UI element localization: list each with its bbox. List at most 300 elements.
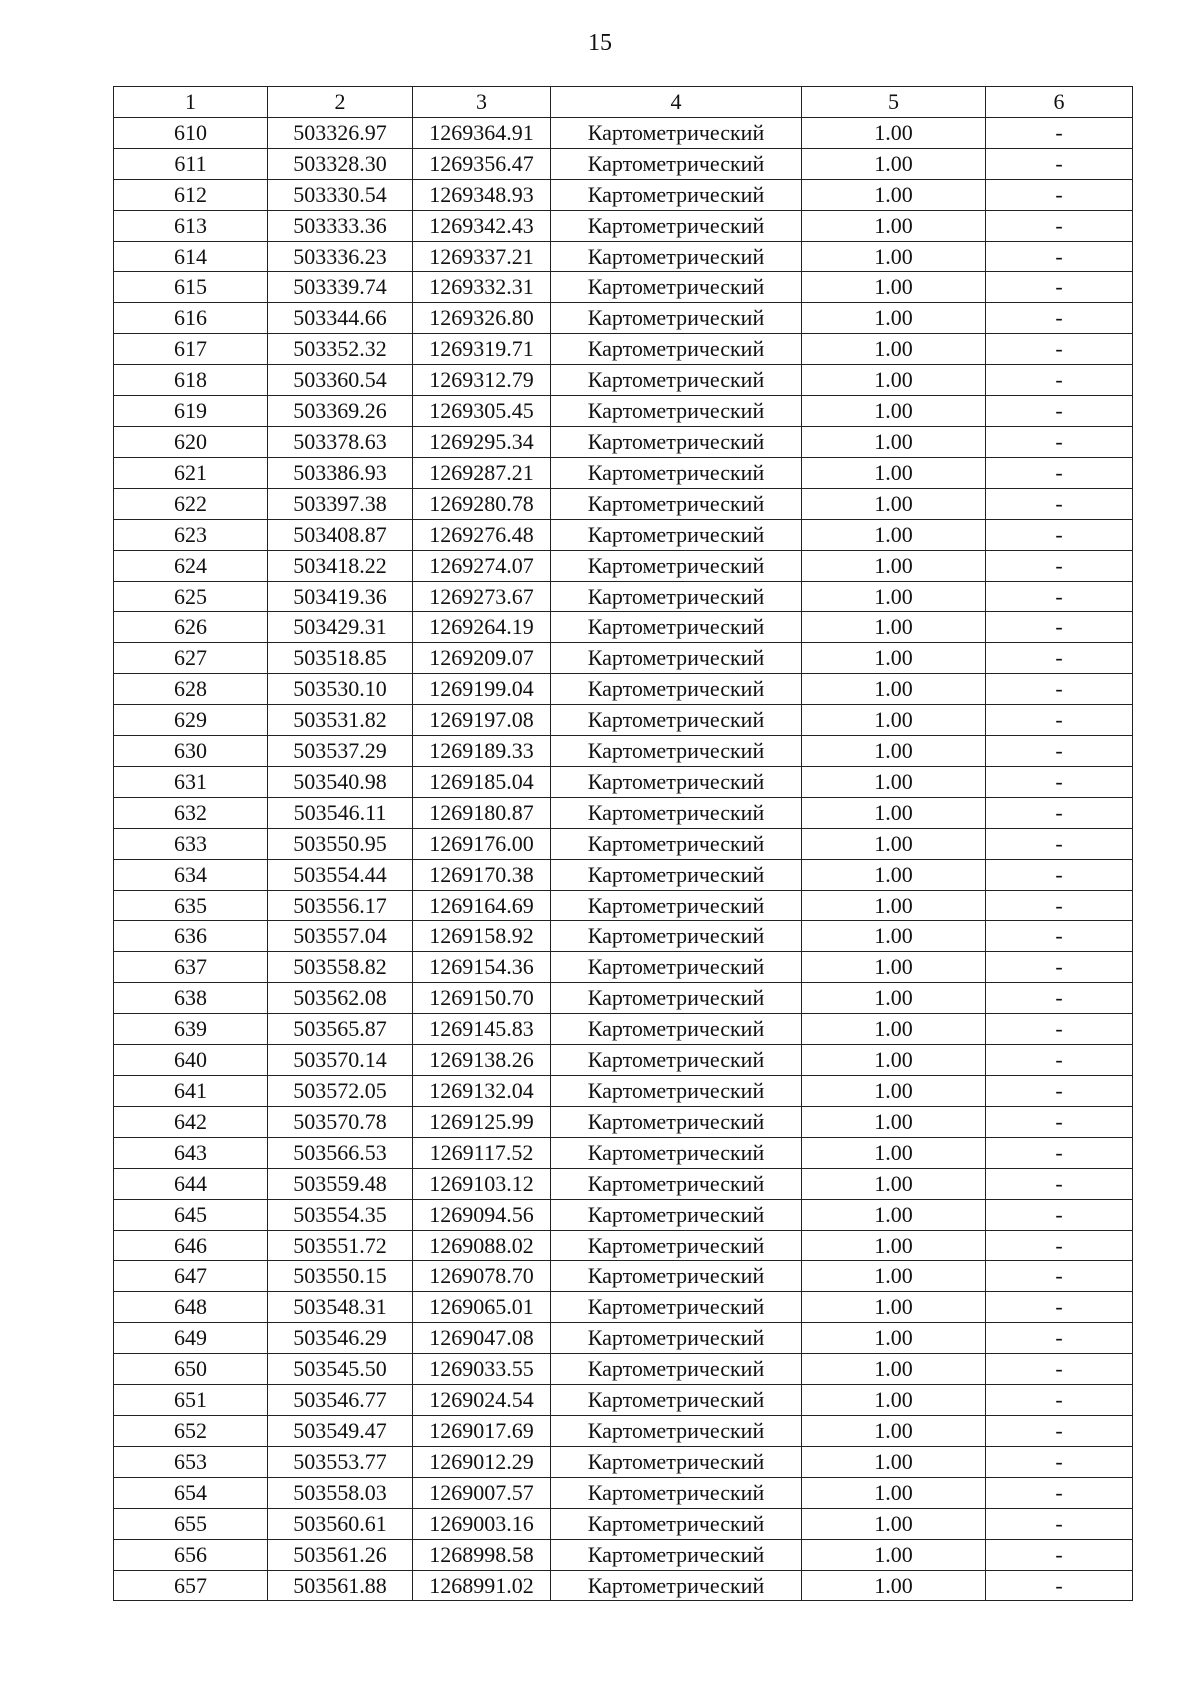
accuracy-cell: 1.00 — [802, 1106, 986, 1137]
accuracy-cell: 1.00 — [802, 983, 986, 1014]
description-cell: - — [986, 365, 1133, 396]
description-cell: - — [986, 519, 1133, 550]
x-coordinate-cell: 503558.03 — [268, 1477, 413, 1508]
description-cell: - — [986, 1385, 1133, 1416]
y-coordinate-cell: 1269364.91 — [413, 117, 551, 148]
table-row — [114, 1137, 1133, 1168]
table-row — [114, 1045, 1133, 1076]
column-header-4: 4 — [551, 87, 802, 118]
method-cell: Картометрический — [551, 674, 802, 705]
point-number-cell: 621 — [114, 457, 268, 488]
table-row — [114, 272, 1133, 303]
method-cell: Картометрический — [551, 921, 802, 952]
point-number-cell: 644 — [114, 1168, 268, 1199]
description-cell: - — [986, 1045, 1133, 1076]
x-coordinate-cell: 503556.17 — [268, 890, 413, 921]
point-number-cell: 653 — [114, 1446, 268, 1477]
accuracy-cell: 1.00 — [802, 1570, 986, 1601]
method-cell: Картометрический — [551, 612, 802, 643]
method-cell: Картометрический — [551, 643, 802, 674]
table-row — [114, 921, 1133, 952]
table-row — [114, 1261, 1133, 1292]
method-cell: Картометрический — [551, 952, 802, 983]
accuracy-cell: 1.00 — [802, 736, 986, 767]
y-coordinate-cell: 1269158.92 — [413, 921, 551, 952]
method-cell: Картометрический — [551, 1045, 802, 1076]
table-row — [114, 828, 1133, 859]
table-row — [114, 1508, 1133, 1539]
column-header-3: 3 — [413, 87, 551, 118]
y-coordinate-cell: 1269356.47 — [413, 148, 551, 179]
y-coordinate-cell: 1268991.02 — [413, 1570, 551, 1601]
accuracy-cell: 1.00 — [802, 1076, 986, 1107]
method-cell: Картометрический — [551, 890, 802, 921]
method-cell: Картометрический — [551, 705, 802, 736]
method-cell: Картометрический — [551, 241, 802, 272]
method-cell: Картометрический — [551, 1354, 802, 1385]
table-row — [114, 1570, 1133, 1601]
y-coordinate-cell: 1269047.08 — [413, 1323, 551, 1354]
accuracy-cell: 1.00 — [802, 921, 986, 952]
point-number-cell: 626 — [114, 612, 268, 643]
y-coordinate-cell: 1269276.48 — [413, 519, 551, 550]
point-number-cell: 632 — [114, 797, 268, 828]
y-coordinate-cell: 1269209.07 — [413, 643, 551, 674]
x-coordinate-cell: 503566.53 — [268, 1137, 413, 1168]
x-coordinate-cell: 503360.54 — [268, 365, 413, 396]
x-coordinate-cell: 503570.14 — [268, 1045, 413, 1076]
table-body — [114, 117, 1133, 1601]
y-coordinate-cell: 1269150.70 — [413, 983, 551, 1014]
y-coordinate-cell: 1268998.58 — [413, 1539, 551, 1570]
accuracy-cell: 1.00 — [802, 643, 986, 674]
table-row — [114, 736, 1133, 767]
table-row — [114, 705, 1133, 736]
table-row — [114, 890, 1133, 921]
method-cell: Картометрический — [551, 550, 802, 581]
y-coordinate-cell: 1269332.31 — [413, 272, 551, 303]
coordinates-table — [113, 86, 1133, 1601]
accuracy-cell: 1.00 — [802, 396, 986, 427]
table-row — [114, 457, 1133, 488]
method-cell: Картометрический — [551, 1570, 802, 1601]
y-coordinate-cell: 1269117.52 — [413, 1137, 551, 1168]
accuracy-cell: 1.00 — [802, 1137, 986, 1168]
description-cell: - — [986, 674, 1133, 705]
x-coordinate-cell: 503328.30 — [268, 148, 413, 179]
accuracy-cell: 1.00 — [802, 365, 986, 396]
description-cell: - — [986, 1354, 1133, 1385]
table-row — [114, 1292, 1133, 1323]
x-coordinate-cell: 503570.78 — [268, 1106, 413, 1137]
x-coordinate-cell: 503378.63 — [268, 426, 413, 457]
point-number-cell: 641 — [114, 1076, 268, 1107]
point-number-cell: 630 — [114, 736, 268, 767]
x-coordinate-cell: 503546.11 — [268, 797, 413, 828]
description-cell: - — [986, 983, 1133, 1014]
accuracy-cell: 1.00 — [802, 612, 986, 643]
y-coordinate-cell: 1269280.78 — [413, 488, 551, 519]
x-coordinate-cell: 503326.97 — [268, 117, 413, 148]
method-cell: Картометрический — [551, 365, 802, 396]
description-cell: - — [986, 766, 1133, 797]
description-cell: - — [986, 241, 1133, 272]
method-cell: Картометрический — [551, 179, 802, 210]
x-coordinate-cell: 503339.74 — [268, 272, 413, 303]
point-number-cell: 646 — [114, 1230, 268, 1261]
y-coordinate-cell: 1269197.08 — [413, 705, 551, 736]
point-number-cell: 634 — [114, 859, 268, 890]
x-coordinate-cell: 503408.87 — [268, 519, 413, 550]
column-header-6: 6 — [986, 87, 1133, 118]
table-row — [114, 426, 1133, 457]
method-cell: Картометрический — [551, 457, 802, 488]
description-cell: - — [986, 1106, 1133, 1137]
point-number-cell: 654 — [114, 1477, 268, 1508]
y-coordinate-cell: 1269305.45 — [413, 396, 551, 427]
table-row — [114, 334, 1133, 365]
accuracy-cell: 1.00 — [802, 1354, 986, 1385]
description-cell: - — [986, 921, 1133, 952]
point-number-cell: 639 — [114, 1014, 268, 1045]
x-coordinate-cell: 503551.72 — [268, 1230, 413, 1261]
x-coordinate-cell: 503554.35 — [268, 1199, 413, 1230]
x-coordinate-cell: 503548.31 — [268, 1292, 413, 1323]
accuracy-cell: 1.00 — [802, 1230, 986, 1261]
description-cell: - — [986, 117, 1133, 148]
x-coordinate-cell: 503352.32 — [268, 334, 413, 365]
point-number-cell: 618 — [114, 365, 268, 396]
x-coordinate-cell: 503561.26 — [268, 1539, 413, 1570]
x-coordinate-cell: 503559.48 — [268, 1168, 413, 1199]
description-cell: - — [986, 797, 1133, 828]
method-cell: Картометрический — [551, 519, 802, 550]
accuracy-cell: 1.00 — [802, 766, 986, 797]
accuracy-cell: 1.00 — [802, 272, 986, 303]
description-cell: - — [986, 1323, 1133, 1354]
x-coordinate-cell: 503369.26 — [268, 396, 413, 427]
table-row — [114, 766, 1133, 797]
y-coordinate-cell: 1269094.56 — [413, 1199, 551, 1230]
method-cell: Картометрический — [551, 272, 802, 303]
accuracy-cell: 1.00 — [802, 1292, 986, 1323]
y-coordinate-cell: 1269348.93 — [413, 179, 551, 210]
point-number-cell: 619 — [114, 396, 268, 427]
y-coordinate-cell: 1269312.79 — [413, 365, 551, 396]
point-number-cell: 652 — [114, 1415, 268, 1446]
table-row — [114, 303, 1133, 334]
table-row — [114, 488, 1133, 519]
x-coordinate-cell: 503572.05 — [268, 1076, 413, 1107]
accuracy-cell: 1.00 — [802, 890, 986, 921]
table-row — [114, 1230, 1133, 1261]
description-cell: - — [986, 457, 1133, 488]
table-row — [114, 1323, 1133, 1354]
accuracy-cell: 1.00 — [802, 1261, 986, 1292]
y-coordinate-cell: 1269065.01 — [413, 1292, 551, 1323]
point-number-cell: 610 — [114, 117, 268, 148]
point-number-cell: 627 — [114, 643, 268, 674]
table-row — [114, 859, 1133, 890]
y-coordinate-cell: 1269125.99 — [413, 1106, 551, 1137]
table-row — [114, 179, 1133, 210]
accuracy-cell: 1.00 — [802, 1014, 986, 1045]
description-cell: - — [986, 272, 1133, 303]
method-cell: Картометрический — [551, 1076, 802, 1107]
method-cell: Картометрический — [551, 1168, 802, 1199]
description-cell: - — [986, 890, 1133, 921]
table-row — [114, 1076, 1133, 1107]
method-cell: Картометрический — [551, 581, 802, 612]
accuracy-cell: 1.00 — [802, 797, 986, 828]
accuracy-cell: 1.00 — [802, 1168, 986, 1199]
accuracy-cell: 1.00 — [802, 334, 986, 365]
accuracy-cell: 1.00 — [802, 117, 986, 148]
table-row — [114, 1446, 1133, 1477]
point-number-cell: 615 — [114, 272, 268, 303]
description-cell: - — [986, 1292, 1133, 1323]
point-number-cell: 657 — [114, 1570, 268, 1601]
description-cell: - — [986, 828, 1133, 859]
description-cell: - — [986, 1076, 1133, 1107]
y-coordinate-cell: 1269326.80 — [413, 303, 551, 334]
description-cell: - — [986, 179, 1133, 210]
x-coordinate-cell: 503546.29 — [268, 1323, 413, 1354]
table-row — [114, 952, 1133, 983]
x-coordinate-cell: 503549.47 — [268, 1415, 413, 1446]
description-cell: - — [986, 1570, 1133, 1601]
point-number-cell: 651 — [114, 1385, 268, 1416]
method-cell: Картометрический — [551, 828, 802, 859]
description-cell: - — [986, 859, 1133, 890]
method-cell: Картометрический — [551, 766, 802, 797]
table-row — [114, 983, 1133, 1014]
point-number-cell: 640 — [114, 1045, 268, 1076]
point-number-cell: 636 — [114, 921, 268, 952]
x-coordinate-cell: 503531.82 — [268, 705, 413, 736]
x-coordinate-cell: 503554.44 — [268, 859, 413, 890]
method-cell: Картометрический — [551, 1261, 802, 1292]
accuracy-cell: 1.00 — [802, 241, 986, 272]
method-cell: Картометрический — [551, 210, 802, 241]
point-number-cell: 620 — [114, 426, 268, 457]
description-cell: - — [986, 1415, 1133, 1446]
table-row — [114, 117, 1133, 148]
x-coordinate-cell: 503545.50 — [268, 1354, 413, 1385]
point-number-cell: 649 — [114, 1323, 268, 1354]
x-coordinate-cell: 503418.22 — [268, 550, 413, 581]
description-cell: - — [986, 1137, 1133, 1168]
description-cell: - — [986, 303, 1133, 334]
column-header-2: 2 — [268, 87, 413, 118]
accuracy-cell: 1.00 — [802, 1446, 986, 1477]
accuracy-cell: 1.00 — [802, 550, 986, 581]
accuracy-cell: 1.00 — [802, 488, 986, 519]
description-cell: - — [986, 426, 1133, 457]
method-cell: Картометрический — [551, 859, 802, 890]
method-cell: Картометрический — [551, 488, 802, 519]
y-coordinate-cell: 1269295.34 — [413, 426, 551, 457]
accuracy-cell: 1.00 — [802, 1323, 986, 1354]
accuracy-cell: 1.00 — [802, 1045, 986, 1076]
y-coordinate-cell: 1269017.69 — [413, 1415, 551, 1446]
y-coordinate-cell: 1269033.55 — [413, 1354, 551, 1385]
x-coordinate-cell: 503558.82 — [268, 952, 413, 983]
accuracy-cell: 1.00 — [802, 674, 986, 705]
accuracy-cell: 1.00 — [802, 148, 986, 179]
x-coordinate-cell: 503386.93 — [268, 457, 413, 488]
x-coordinate-cell: 503336.23 — [268, 241, 413, 272]
table-row — [114, 148, 1133, 179]
x-coordinate-cell: 503429.31 — [268, 612, 413, 643]
table-row — [114, 1385, 1133, 1416]
table-row — [114, 643, 1133, 674]
table-row — [114, 1106, 1133, 1137]
table-row — [114, 1014, 1133, 1045]
y-coordinate-cell: 1269138.26 — [413, 1045, 551, 1076]
table-row — [114, 210, 1133, 241]
point-number-cell: 623 — [114, 519, 268, 550]
y-coordinate-cell: 1269132.04 — [413, 1076, 551, 1107]
method-cell: Картометрический — [551, 1199, 802, 1230]
accuracy-cell: 1.00 — [802, 952, 986, 983]
y-coordinate-cell: 1269145.83 — [413, 1014, 551, 1045]
point-number-cell: 616 — [114, 303, 268, 334]
x-coordinate-cell: 503562.08 — [268, 983, 413, 1014]
point-number-cell: 648 — [114, 1292, 268, 1323]
x-coordinate-cell: 503333.36 — [268, 210, 413, 241]
x-coordinate-cell: 503550.15 — [268, 1261, 413, 1292]
x-coordinate-cell: 503530.10 — [268, 674, 413, 705]
accuracy-cell: 1.00 — [802, 210, 986, 241]
method-cell: Картометрический — [551, 1292, 802, 1323]
point-number-cell: 628 — [114, 674, 268, 705]
point-number-cell: 650 — [114, 1354, 268, 1385]
method-cell: Картометрический — [551, 1385, 802, 1416]
method-cell: Картометрический — [551, 983, 802, 1014]
description-cell: - — [986, 1539, 1133, 1570]
method-cell: Картометрический — [551, 1508, 802, 1539]
description-cell: - — [986, 1446, 1133, 1477]
point-number-cell: 625 — [114, 581, 268, 612]
accuracy-cell: 1.00 — [802, 828, 986, 859]
point-number-cell: 629 — [114, 705, 268, 736]
method-cell: Картометрический — [551, 1230, 802, 1261]
method-cell: Картометрический — [551, 1137, 802, 1168]
description-cell: - — [986, 1261, 1133, 1292]
y-coordinate-cell: 1269170.38 — [413, 859, 551, 890]
method-cell: Картометрический — [551, 1446, 802, 1477]
accuracy-cell: 1.00 — [802, 179, 986, 210]
x-coordinate-cell: 503560.61 — [268, 1508, 413, 1539]
y-coordinate-cell: 1269337.21 — [413, 241, 551, 272]
y-coordinate-cell: 1269264.19 — [413, 612, 551, 643]
y-coordinate-cell: 1269024.54 — [413, 1385, 551, 1416]
table-row — [114, 1415, 1133, 1446]
column-header-1: 1 — [114, 87, 268, 118]
method-cell: Картометрический — [551, 1014, 802, 1045]
column-header-5: 5 — [802, 87, 986, 118]
point-number-cell: 655 — [114, 1508, 268, 1539]
method-cell: Картометрический — [551, 334, 802, 365]
description-cell: - — [986, 1199, 1133, 1230]
x-coordinate-cell: 503565.87 — [268, 1014, 413, 1045]
point-number-cell: 613 — [114, 210, 268, 241]
description-cell: - — [986, 1014, 1133, 1045]
method-cell: Картометрический — [551, 1106, 802, 1137]
point-number-cell: 617 — [114, 334, 268, 365]
table-row — [114, 396, 1133, 427]
y-coordinate-cell: 1269274.07 — [413, 550, 551, 581]
method-cell: Картометрический — [551, 117, 802, 148]
point-number-cell: 612 — [114, 179, 268, 210]
description-cell: - — [986, 334, 1133, 365]
point-number-cell: 638 — [114, 983, 268, 1014]
y-coordinate-cell: 1269319.71 — [413, 334, 551, 365]
method-cell: Картометрический — [551, 797, 802, 828]
y-coordinate-cell: 1269088.02 — [413, 1230, 551, 1261]
point-number-cell: 656 — [114, 1539, 268, 1570]
y-coordinate-cell: 1269287.21 — [413, 457, 551, 488]
table-row — [114, 797, 1133, 828]
y-coordinate-cell: 1269154.36 — [413, 952, 551, 983]
point-number-cell: 624 — [114, 550, 268, 581]
x-coordinate-cell: 503561.88 — [268, 1570, 413, 1601]
description-cell: - — [986, 612, 1133, 643]
accuracy-cell: 1.00 — [802, 705, 986, 736]
point-number-cell: 614 — [114, 241, 268, 272]
point-number-cell: 647 — [114, 1261, 268, 1292]
accuracy-cell: 1.00 — [802, 581, 986, 612]
description-cell: - — [986, 210, 1133, 241]
x-coordinate-cell: 503518.85 — [268, 643, 413, 674]
y-coordinate-cell: 1269012.29 — [413, 1446, 551, 1477]
y-coordinate-cell: 1269003.16 — [413, 1508, 551, 1539]
description-cell: - — [986, 1508, 1133, 1539]
y-coordinate-cell: 1269176.00 — [413, 828, 551, 859]
table-row — [114, 581, 1133, 612]
x-coordinate-cell: 503550.95 — [268, 828, 413, 859]
accuracy-cell: 1.00 — [802, 303, 986, 334]
description-cell: - — [986, 581, 1133, 612]
x-coordinate-cell: 503557.04 — [268, 921, 413, 952]
x-coordinate-cell: 503419.36 — [268, 581, 413, 612]
y-coordinate-cell: 1269103.12 — [413, 1168, 551, 1199]
accuracy-cell: 1.00 — [802, 1477, 986, 1508]
y-coordinate-cell: 1269007.57 — [413, 1477, 551, 1508]
y-coordinate-cell: 1269273.67 — [413, 581, 551, 612]
y-coordinate-cell: 1269185.04 — [413, 766, 551, 797]
table-row — [114, 1539, 1133, 1570]
point-number-cell: 611 — [114, 148, 268, 179]
point-number-cell: 635 — [114, 890, 268, 921]
method-cell: Картометрический — [551, 736, 802, 767]
point-number-cell: 637 — [114, 952, 268, 983]
description-cell: - — [986, 1477, 1133, 1508]
description-cell: - — [986, 488, 1133, 519]
method-cell: Картометрический — [551, 303, 802, 334]
description-cell: - — [986, 736, 1133, 767]
accuracy-cell: 1.00 — [802, 1415, 986, 1446]
y-coordinate-cell: 1269189.33 — [413, 736, 551, 767]
description-cell: - — [986, 1168, 1133, 1199]
table-row — [114, 1477, 1133, 1508]
description-cell: - — [986, 550, 1133, 581]
x-coordinate-cell: 503330.54 — [268, 179, 413, 210]
x-coordinate-cell: 503540.98 — [268, 766, 413, 797]
x-coordinate-cell: 503344.66 — [268, 303, 413, 334]
x-coordinate-cell: 503397.38 — [268, 488, 413, 519]
